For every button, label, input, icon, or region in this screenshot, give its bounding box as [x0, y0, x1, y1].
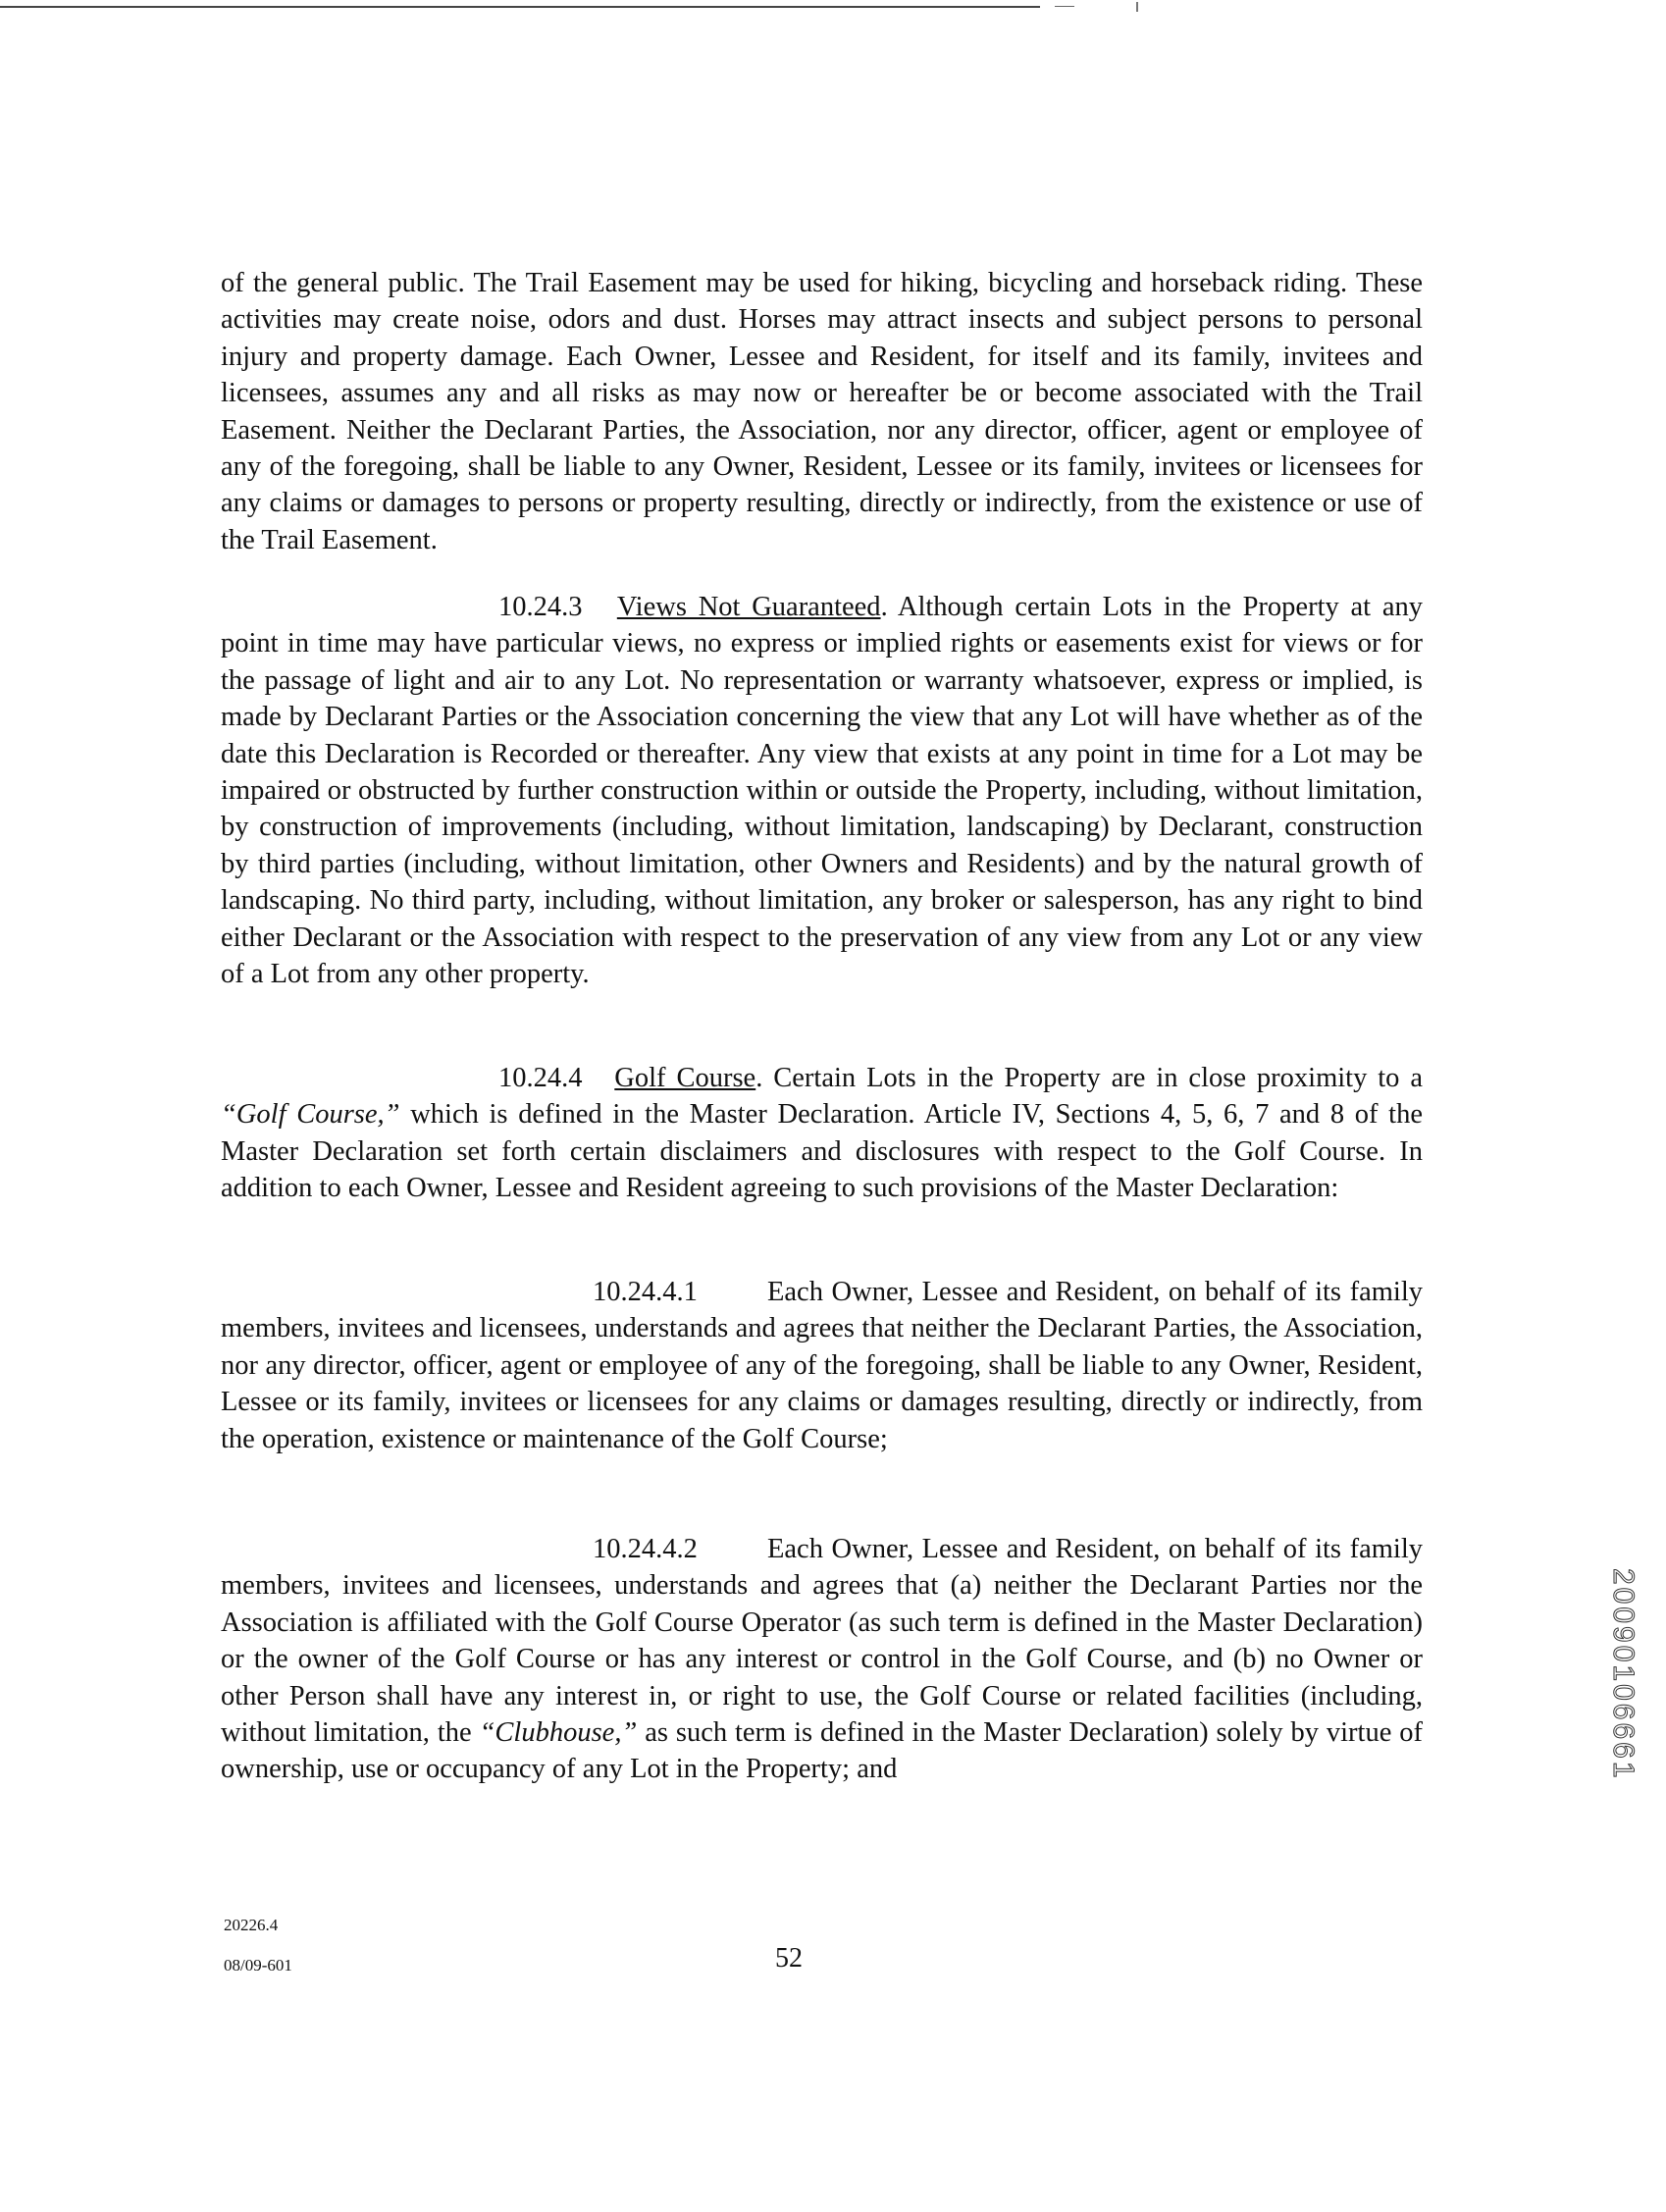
page-number: 52 [775, 1943, 803, 1974]
section-number-10-24-4-1: 10.24.4.1 [593, 1277, 698, 1307]
top-scan-rule-fragment [1055, 6, 1074, 7]
recording-stamp-number: 20090106661 [1607, 1568, 1640, 1781]
subsection-2-body-text-a: Each Owner, Lessee and Resident, on behalf of its family members, invitees and licensees, understands and agrees that (a) neither the Declarant Parties nor the Association is affiliated with the Golf Course Operator (as such term is defined in the Master Declaration) or the owner of the Golf Course or has any interest or control in the Golf Course, and (b) no Owner or other Person shall have any interest in, or right to use, the Golf Course or related facilities (including, without limitation, the [221, 1534, 1423, 1749]
section-heading-golf-course: Golf Course [614, 1063, 756, 1093]
defined-term-clubhouse: “Clubhouse,” [479, 1717, 638, 1749]
section-heading-views-not-guaranteed: Views Not Guaranteed [616, 592, 881, 622]
footer-doc-code: 20226.4 [224, 1916, 279, 1934]
paragraph-trail-easement-continued: of the general public. The Trail Easement may be used for hiking, bicycling and horseback riding. These activities may create noise, odors and dust. Horses may attract insects and subject persons to personal injury and property damage. Each Owner, Lessee and Resident, for itself and its family, invitees and licensees, assumes any and all risks as may now or hereafter be or become associated with the Trail Easement. Neither the Declarant Parties, the Association, nor any director, officer, agent or employee of any of the foregoing, shall be liable to any Owner, Resident, Lessee or its family, invitees or licensees for any claims or damages to persons or property resulting, directly or indirectly, from the existence or use of the Trail Easement. [221, 268, 1423, 555]
paragraph-golf-course [221, 1060, 1423, 1207]
paragraph-10-24-4-1 [221, 1274, 1423, 1457]
golf-body-text-b: which is defined in the Master Declaration. Article IV, Sections 4, 5, 6, 7 and 8 of the Master Declaration set forth certain disclaimers and disclosures with respect to the Golf Course. In addition to each Owner, Lessee and Resident agreeing to such provisions of the Master Declaration: [221, 1099, 1423, 1204]
scan-tick-mark [1136, 2, 1138, 12]
paragraph-views-not-guaranteed [221, 589, 1423, 992]
top-scan-rule [0, 6, 1040, 8]
section-number-10-24-4-2: 10.24.4.2 [593, 1534, 698, 1564]
subsection-2-body-text-b: as such term is defined in the Master Declaration) solely by virtue of ownership, use or occupancy of any Lot in the Property; and [221, 1717, 1424, 1785]
section-number-10-24-3: 10.24.3 [498, 592, 583, 622]
subsection-1-body-text: Each Owner, Lessee and Resident, on behalf of its family members, invitees and licensees, understands and agrees that neither the Declarant Parties, the Association, nor any director, officer, agent or employee of any of the foregoing, shall be liable to any Owner, Resident, Lessee or its family, invitees or licensees for any claims or damages resulting, directly or indirectly, from the operation, existence or maintenance of the Golf Course; [221, 1277, 1423, 1454]
views-body-text: . Although certain Lots in the Property at any point in time may have particular views, no express or implied rights or easements exist for views or for the passage of light and air to any Lot. No representation or warranty whatsoever, express or implied, is made by Declarant Parties or the Association concerning the view that any Lot will have whether as of the date this Declaration is Recorded or thereafter. Any view that exists at any point in time for a Lot may be impaired or obstructed by further construction within or outside the Property, including, without limitation, by construction of improvements (including, without limitation, landscaping) by Declarant, construction by third parties (including, without limitation, other Owners and Residents) and by the natural growth of landscaping. No third party, including, without limitation, any broker or salesperson, has any right to bind either Declarant or the Association with respect to the preservation of any view from any Lot or any view of a Lot from any other property. [221, 592, 1423, 990]
footer-file-code: 08/09-601 [224, 1956, 292, 1975]
golf-body-text-a: . Certain Lots in the Property are in close proximity to a [755, 1063, 1424, 1093]
defined-term-golf-course: “Golf Course,” [221, 1099, 400, 1131]
section-number-10-24-4: 10.24.4 [498, 1063, 583, 1093]
paragraph-10-24-4-2 [221, 1531, 1423, 1788]
